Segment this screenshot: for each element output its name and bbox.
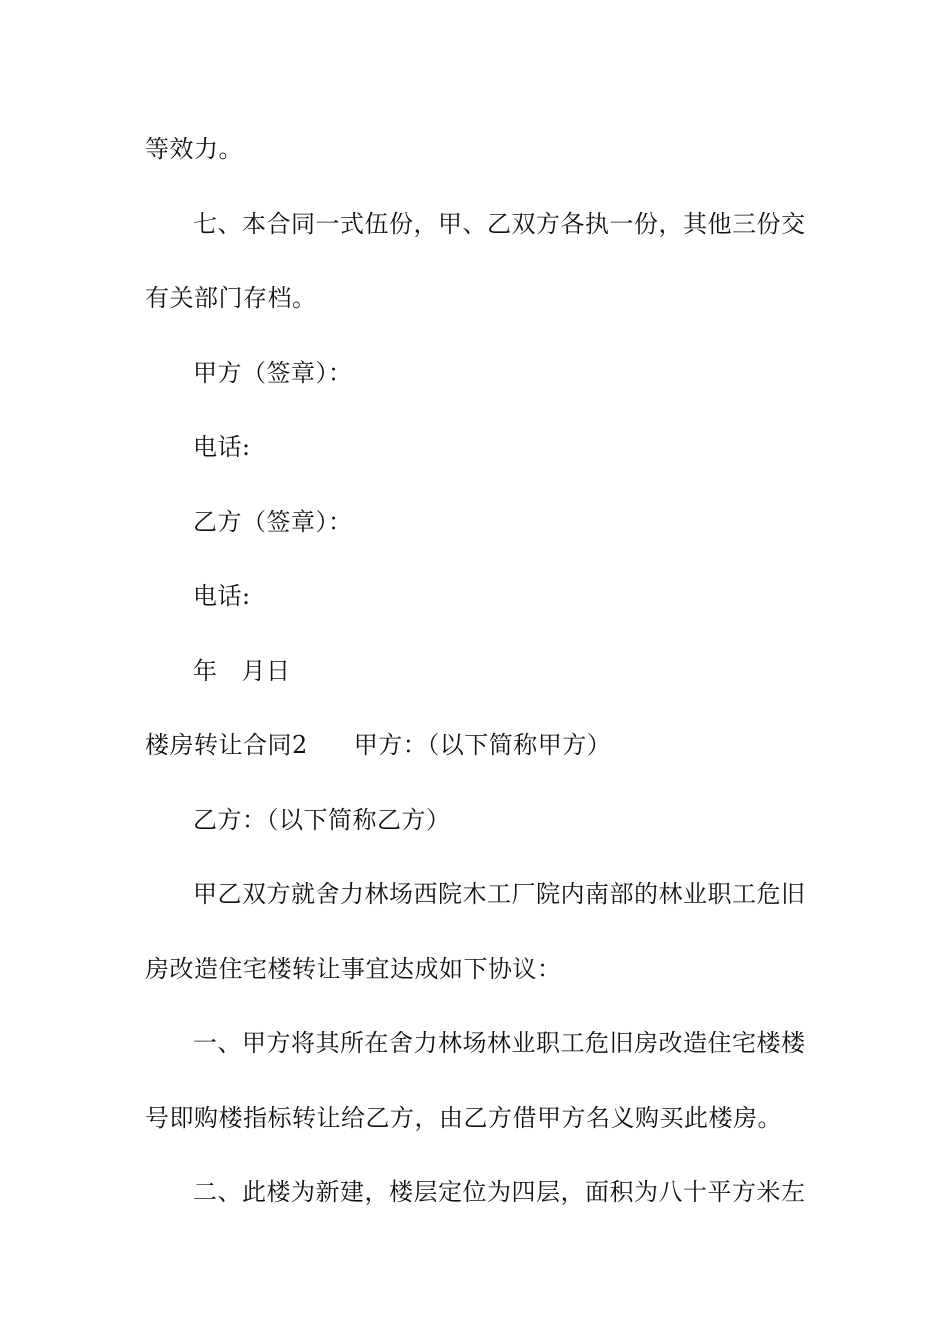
paragraph-line: 七、本合同一式伍份，甲、乙双方各执一份，其他三份交 <box>193 210 806 238</box>
party-b-intro: 乙方：（以下简称乙方） <box>193 806 451 834</box>
party-a-signature-line: 甲方（签章）： <box>193 359 353 387</box>
year-label: 年 <box>193 657 218 685</box>
contract-title: 楼房转让合同2 <box>145 731 308 759</box>
paragraph-line: 号即购楼指标转让给乙方，由乙方借甲方名义购买此楼房。 <box>145 1104 782 1132</box>
party-b-signature-line: 乙方（签章）： <box>193 508 353 536</box>
paragraph-line: 一、甲方将其所在舍力林场林业职工危旧房改造住宅楼楼 <box>193 1029 806 1057</box>
month-day-label: 月日 <box>241 657 291 685</box>
contract-heading-line <box>145 729 825 761</box>
paragraph-line: 二、此楼为新建，楼层定位为四层，面积为八十平方米左 <box>193 1178 806 1206</box>
party-b-phone-line: 电话: <box>193 582 251 610</box>
party-a-phone-line: 电话: <box>193 433 251 461</box>
party-a-intro: 甲方：（以下简称甲方） <box>353 731 612 759</box>
date-line <box>193 655 873 687</box>
paragraph-line: 甲乙双方就舍力林场西院木工厂院内南部的林业职工危旧 <box>193 880 806 908</box>
paragraph-line: 有关部门存档。 <box>145 284 317 312</box>
paragraph-line: 房改造住宅楼转让事宜达成如下协议： <box>145 955 562 983</box>
paragraph-line: 等效力。 <box>145 135 243 163</box>
